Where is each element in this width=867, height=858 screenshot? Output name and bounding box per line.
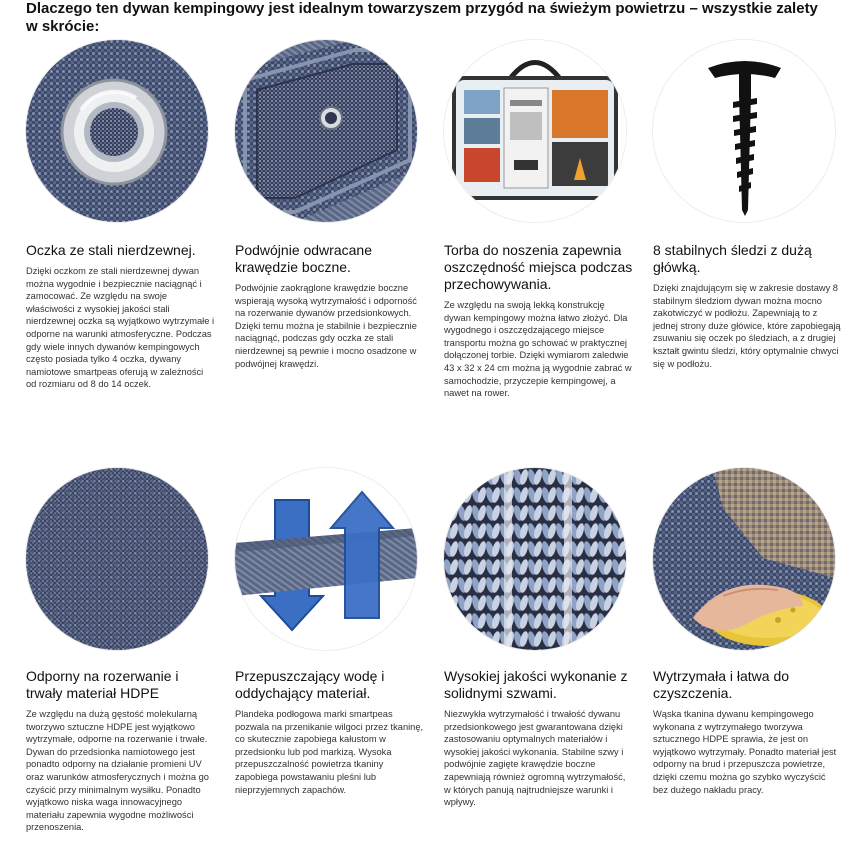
feature-title: Oczka ze stali nierdzewnej. — [26, 242, 196, 258]
page-title: Dlaczego ten dywan kempingowy jest idealnym towarzyszem przygód na świeżym powietrzu – wszystkie zalety w skrócie: — [26, 0, 818, 35]
feature-title: Wysokiej jakości wykonanie z solidnymi szwami. — [444, 668, 628, 701]
folded-edge-photo-icon — [235, 40, 417, 222]
hdpe-fabric-photo-icon — [26, 468, 208, 650]
feature-title: Przepuszczający wodę i oddychający materiał. — [235, 668, 385, 701]
feature-description: Ze względu na dużą gęstość molekularną tworzywo sztuczne HDPE jest wyjątkowo wytrzymałe, odporne na rozerwanie i trwałe. Dywan do przedsionka namiotowego jest ponadto odporny na działanie promieni UV oraz warunków atmosferycznych i można go czyścić przy minimalnym wysiłku. Ponadto wyjątkowo niska waga innowacyjnego materiału zapewnia wygodne możliwości przenoszenia. — [26, 709, 209, 833]
seam-closeup-photo-icon — [444, 468, 626, 650]
cleaning-sponge-photo-icon — [653, 468, 835, 650]
feature-carry-bag — [444, 40, 634, 400]
feature-description: Podwójnie zaokrąglone krawędzie boczne wspierają wysoką wytrzymałość i odporność na rozerwanie dywanów przedsionkowych. Dzięki temu można je stabilnie i bezpiecznie naciągnąć, podczas gdy oczka ze stali nierdzewnej są pewnie i mocno osadzone w podwójnej krawędzi. — [235, 283, 417, 369]
feature-title: Odporny na rozerwanie i trwały materiał HDPE — [26, 668, 179, 701]
feature-quality-seams — [444, 468, 634, 809]
feature-tent-pegs — [653, 40, 843, 370]
feature-description: Ze względu na swoją lekką konstrukcję dywan kempingowy można łatwo złożyć. Dla wygodnego i oszczędzającego miejsce transportu można go schować w praktycznej dołączonej torbie. Dzięki wymiarom zaledwie 43 x 32 x 24 cm można ją wygodnie zabrać w samochodzie, przyczepie kempingowej, a nawet na rower. — [444, 300, 632, 399]
feature-description: Dzięki oczkom ze stali nierdzewnej dywan można wygodnie i bezpiecznie naciągnąć i zamocować. Ze względu na swoje właściwości z wysokiej jakości stali nierdzewnej oczka są wyjątkowo wytrzymałe i odporne na warunki atmosferyczne. Podczas gdy wiele innych dywanów kempingowych często posiada tylko 4 oczka, dywany namiotowe smartpeas oferują w zależności od rozmiaru od 8 do 14 oczek. — [26, 266, 215, 390]
feature-steel-eyelets — [26, 40, 216, 391]
feature-title: 8 stabilnych śledzi z dużą główką. — [653, 242, 812, 275]
feature-description: Wąska tkanina dywanu kempingowego wykonana z wytrzymałego tworzywa sztucznego HDPE sprawia, że jest on wyjątkowo wytrzymały. Ponadto materiał jest odporny na brud i przepuszcza powietrze, dzięki czemu można go szybko wyczyścić bez dużego nakładu pracy. — [653, 709, 837, 795]
feature-title: Podwójnie odwracane krawędzie boczne. — [235, 242, 372, 275]
feature-title: Torba do noszenia zapewnia oszczędność miejsca podczas przechowywania. — [444, 242, 633, 292]
feature-description: Dzięki znajdującym się w zakresie dostawy 8 stabilnym śledziom dywan można mocno zakotwiczyć w podłożu. Zapewniają to z jednej strony duże główice, które zapobiegają zsuwaniu się oczek po śledziach, a z drugiej kształt gwintu śledzi, który optymalnie chwyci się w podłożu. — [653, 283, 841, 369]
feature-hdpe-material — [26, 468, 216, 834]
feature-breathable-material — [235, 468, 425, 796]
steel-eyelet-photo-icon — [26, 40, 208, 222]
feature-description: Niezwykła wytrzymałość i trwałość dywanu przedsionkowego jest gwarantowana dzięki zastosowaniu optymalnych materiałów i wysokiej jakości wykonania. Stabilne szwy i podwójnie zagięte krawędzie boczne zapewniają również ogromną wytrzymałość, w których panują najtrudniejsze warunki i wpływy. — [444, 709, 626, 808]
tent-peg-photo-icon — [653, 40, 835, 222]
carry-bag-photo-icon — [444, 40, 626, 222]
feature-description: Plandeka podłogowa marki smartpeas pozwala na przenikanie wilgoci przez tkaninę, co skutecznie zapobiega kałustom w przedsionku lub pod markizą. Wysoka przepuszczalność powietrza tkaniny zapobiega powstawaniu pleśni lub nieprzyjemnych zapachów. — [235, 709, 424, 795]
feature-title: Wytrzymała i łatwa do czyszczenia. — [653, 668, 790, 701]
breathable-arrows-photo-icon — [235, 468, 417, 650]
feature-easy-cleaning — [653, 468, 843, 796]
feature-folded-edges — [235, 40, 425, 370]
